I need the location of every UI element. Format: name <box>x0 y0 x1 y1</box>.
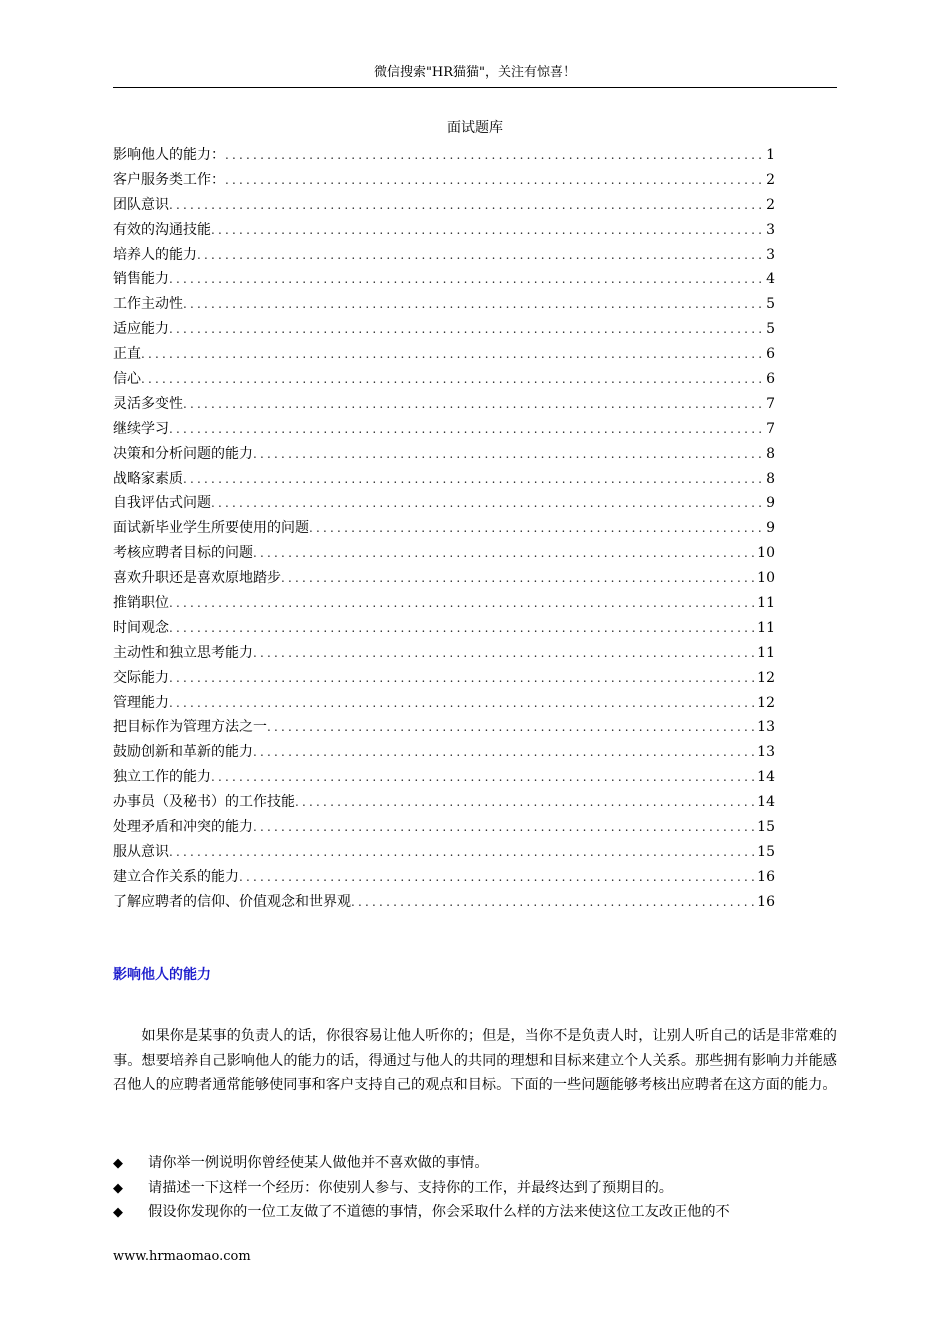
toc-leader-dots <box>169 591 755 616</box>
toc-leader-dots <box>309 516 764 541</box>
toc-entry[interactable] <box>113 815 775 840</box>
toc-entry-page: 9 <box>766 520 775 537</box>
toc-entry-page: 7 <box>766 395 775 412</box>
toc-entry-label: 办事员（及秘书）的工作技能 <box>113 794 295 811</box>
toc-entry-label: 影响他人的能力： <box>113 147 225 163</box>
toc-leader-dots <box>169 666 755 691</box>
toc-entry[interactable] <box>113 467 775 492</box>
toc-entry[interactable] <box>113 890 775 915</box>
toc-entry[interactable] <box>113 740 775 765</box>
toc-entry-label: 推销职位 <box>113 595 169 612</box>
toc-entry-page: 10 <box>757 570 775 587</box>
toc-entry-page: 8 <box>766 445 775 462</box>
question-item <box>113 1176 837 1201</box>
toc-leader-dots <box>351 890 755 915</box>
toc-entry-label: 主动性和独立思考能力 <box>113 644 253 661</box>
toc-entry-label: 了解应聘者的信仰、价值观念和世界观 <box>113 893 351 910</box>
toc-entry[interactable] <box>113 566 775 591</box>
toc-leader-dots <box>253 740 755 765</box>
toc-entry-page: 5 <box>766 296 775 313</box>
toc-entry-label: 战略家素质 <box>113 470 183 487</box>
toc-entry-label: 工作主动性 <box>113 296 183 313</box>
toc-entry[interactable] <box>113 765 775 790</box>
toc-leader-dots <box>169 691 755 716</box>
toc-entry[interactable] <box>113 317 775 342</box>
toc-entry-label: 有效的沟通技能 <box>113 221 211 238</box>
toc-entry-page: 6 <box>766 346 775 363</box>
toc-leader-dots <box>197 243 764 268</box>
toc-entry-page: 4 <box>766 271 775 288</box>
toc-leader-dots <box>141 367 764 392</box>
toc-entry-page: 13 <box>757 719 775 736</box>
toc-entry-label: 信心 <box>113 371 141 388</box>
toc-entry-label: 继续学习 <box>113 420 169 437</box>
toc-entry-label: 团队意识 <box>113 196 169 213</box>
toc-entry-page: 14 <box>757 769 775 786</box>
toc-entry-page: 9 <box>766 495 775 512</box>
header-divider <box>113 87 837 88</box>
toc-entry-page: 16 <box>757 868 775 885</box>
toc-leader-dots <box>239 865 755 890</box>
header-text: 微信搜索"HR猫猫"，关注有惊喜！ <box>373 65 577 80</box>
toc-entry-label: 管理能力 <box>113 694 169 711</box>
toc-entry[interactable] <box>113 218 775 243</box>
toc-leader-dots <box>169 840 755 865</box>
toc-leader-dots <box>169 193 764 218</box>
toc-entry-label: 灵活多变性 <box>113 395 183 412</box>
toc-entry[interactable] <box>113 168 775 193</box>
toc-entry-label: 决策和分析问题的能力 <box>113 445 253 462</box>
toc-entry-page: 12 <box>757 669 775 686</box>
question-list <box>113 1151 837 1225</box>
toc-leader-dots <box>141 342 764 367</box>
toc-entry[interactable] <box>113 591 775 616</box>
question-item <box>113 1200 837 1225</box>
toc-entry-page: 11 <box>757 595 775 612</box>
toc-entry-page: 13 <box>757 744 775 761</box>
toc-leader-dots <box>183 467 764 492</box>
toc-leader-dots <box>253 442 764 467</box>
toc-entry-page: 5 <box>766 321 775 338</box>
toc-leader-dots <box>253 541 755 566</box>
section-paragraph: 如果你是某事的负责人的话，你很容易让他人听你的；但是，当你不是负责人时，让别人听自己的话是非常难的事。想要培养自己影响他人的能力的话，得通过与他人的共同的理想和目标来建立个人关系。那些拥有影响力并能感召他人的应聘者通常能够使同事和客户支持自己的观点和目标。下面的一些问题能够考核出应聘者在这方面的能力。 <box>113 1028 837 1093</box>
question-text: 请你举一例说明你曾经使某人做他并不喜欢做的事情。 <box>148 1155 489 1171</box>
toc-entry[interactable] <box>113 267 775 292</box>
toc-leader-dots <box>253 815 755 840</box>
toc-entry-page: 1 <box>766 147 775 163</box>
toc-entry-label: 处理矛盾和冲突的能力 <box>113 819 253 836</box>
toc-entry-label: 销售能力 <box>113 271 169 288</box>
toc-entry-label: 建立合作关系的能力 <box>113 868 239 885</box>
toc-entry-page: 7 <box>766 420 775 437</box>
toc-leader-dots <box>169 317 764 342</box>
toc-leader-dots <box>211 765 755 790</box>
toc-entry[interactable] <box>113 491 775 516</box>
toc-entry-page: 2 <box>766 171 775 188</box>
toc-entry[interactable] <box>113 790 775 815</box>
toc-entry[interactable] <box>113 292 775 317</box>
toc-entry-page: 15 <box>757 819 775 836</box>
toc-entry-page: 11 <box>757 644 775 661</box>
toc-title: 面试题库 <box>447 120 503 136</box>
toc-entry-page: 2 <box>766 196 775 213</box>
toc-leader-dots <box>183 392 764 417</box>
toc-entry-label: 客户服务类工作： <box>113 171 225 188</box>
toc-entry-label: 面试新毕业学生所要使用的问题 <box>113 520 309 537</box>
toc-entry-label: 独立工作的能力 <box>113 769 211 786</box>
toc-entry-page: 16 <box>757 893 775 910</box>
section-heading: 影响他人的能力 <box>113 967 211 983</box>
toc-entry[interactable] <box>113 417 775 442</box>
page-footer <box>113 1248 251 1266</box>
toc-entry[interactable] <box>113 641 775 666</box>
question-item <box>113 1151 837 1176</box>
toc-entry[interactable] <box>113 243 775 268</box>
toc-entry[interactable] <box>113 616 775 641</box>
toc-entry-label: 考核应聘者目标的问题 <box>113 545 253 562</box>
toc-entry-label: 把目标作为管理方法之一 <box>113 719 267 736</box>
toc-leader-dots <box>211 491 764 516</box>
toc-entry-page: 3 <box>766 246 775 263</box>
toc-entry[interactable] <box>113 442 775 467</box>
toc-entry-page: 3 <box>766 221 775 238</box>
toc-entry-page: 12 <box>757 694 775 711</box>
toc-entry-label: 喜欢升职还是喜欢原地踏步 <box>113 570 281 587</box>
question-text: 请描述一下这样一个经历：你使别人参与、支持你的工作，并最终达到了预期目的。 <box>148 1179 673 1196</box>
toc-entry-label: 时间观念 <box>113 619 169 636</box>
toc-leader-dots <box>169 417 764 442</box>
toc-leader-dots <box>169 267 764 292</box>
toc-entry[interactable] <box>113 516 775 541</box>
toc-entry-label: 服从意识 <box>113 843 169 860</box>
toc-leader-dots <box>281 566 755 591</box>
toc-entry[interactable] <box>113 865 775 890</box>
diamond-bullet-icon: ◆ <box>113 1156 123 1171</box>
table-of-contents <box>113 143 775 915</box>
toc-leader-dots <box>267 715 755 740</box>
page-header <box>113 64 837 82</box>
question-text: 假设你发现你的一位工友做了不道德的事情，你会采取什么样的方法来使这位工友改正他的不 <box>148 1204 730 1220</box>
toc-leader-dots <box>183 292 764 317</box>
footer-url: www.hrmaomao.com <box>113 1249 251 1264</box>
diamond-bullet-icon: ◆ <box>113 1180 123 1196</box>
toc-entry[interactable] <box>113 691 775 716</box>
toc-leader-dots <box>295 790 755 815</box>
toc-leader-dots <box>225 168 764 193</box>
toc-entry[interactable] <box>113 666 775 691</box>
toc-entry-label: 适应能力 <box>113 321 169 338</box>
toc-entry[interactable] <box>113 541 775 566</box>
toc-entry-page: 8 <box>766 470 775 487</box>
toc-entry-label: 鼓励创新和革新的能力 <box>113 744 253 761</box>
toc-entry-label: 交际能力 <box>113 669 169 686</box>
toc-entry-page: 15 <box>757 843 775 860</box>
toc-entry-label: 正直 <box>113 346 141 363</box>
toc-leader-dots <box>169 616 755 641</box>
toc-entry[interactable] <box>113 392 775 417</box>
toc-entry[interactable] <box>113 840 775 865</box>
diamond-bullet-icon: ◆ <box>113 1205 123 1220</box>
toc-entry[interactable] <box>113 367 775 392</box>
toc-entry[interactable] <box>113 342 775 367</box>
toc-leader-dots <box>253 641 755 666</box>
toc-entry-page: 14 <box>757 794 775 811</box>
toc-leader-dots <box>225 143 764 168</box>
toc-leader-dots <box>211 218 764 243</box>
toc-entry[interactable] <box>113 715 775 740</box>
toc-entry-label: 自我评估式问题 <box>113 495 211 512</box>
toc-entry-label: 培养人的能力 <box>113 246 197 263</box>
toc-entry[interactable] <box>113 143 775 168</box>
toc-entry-page: 10 <box>757 545 775 562</box>
toc-entry[interactable] <box>113 193 775 218</box>
toc-entry-page: 11 <box>757 619 775 636</box>
toc-entry-page: 6 <box>766 371 775 388</box>
